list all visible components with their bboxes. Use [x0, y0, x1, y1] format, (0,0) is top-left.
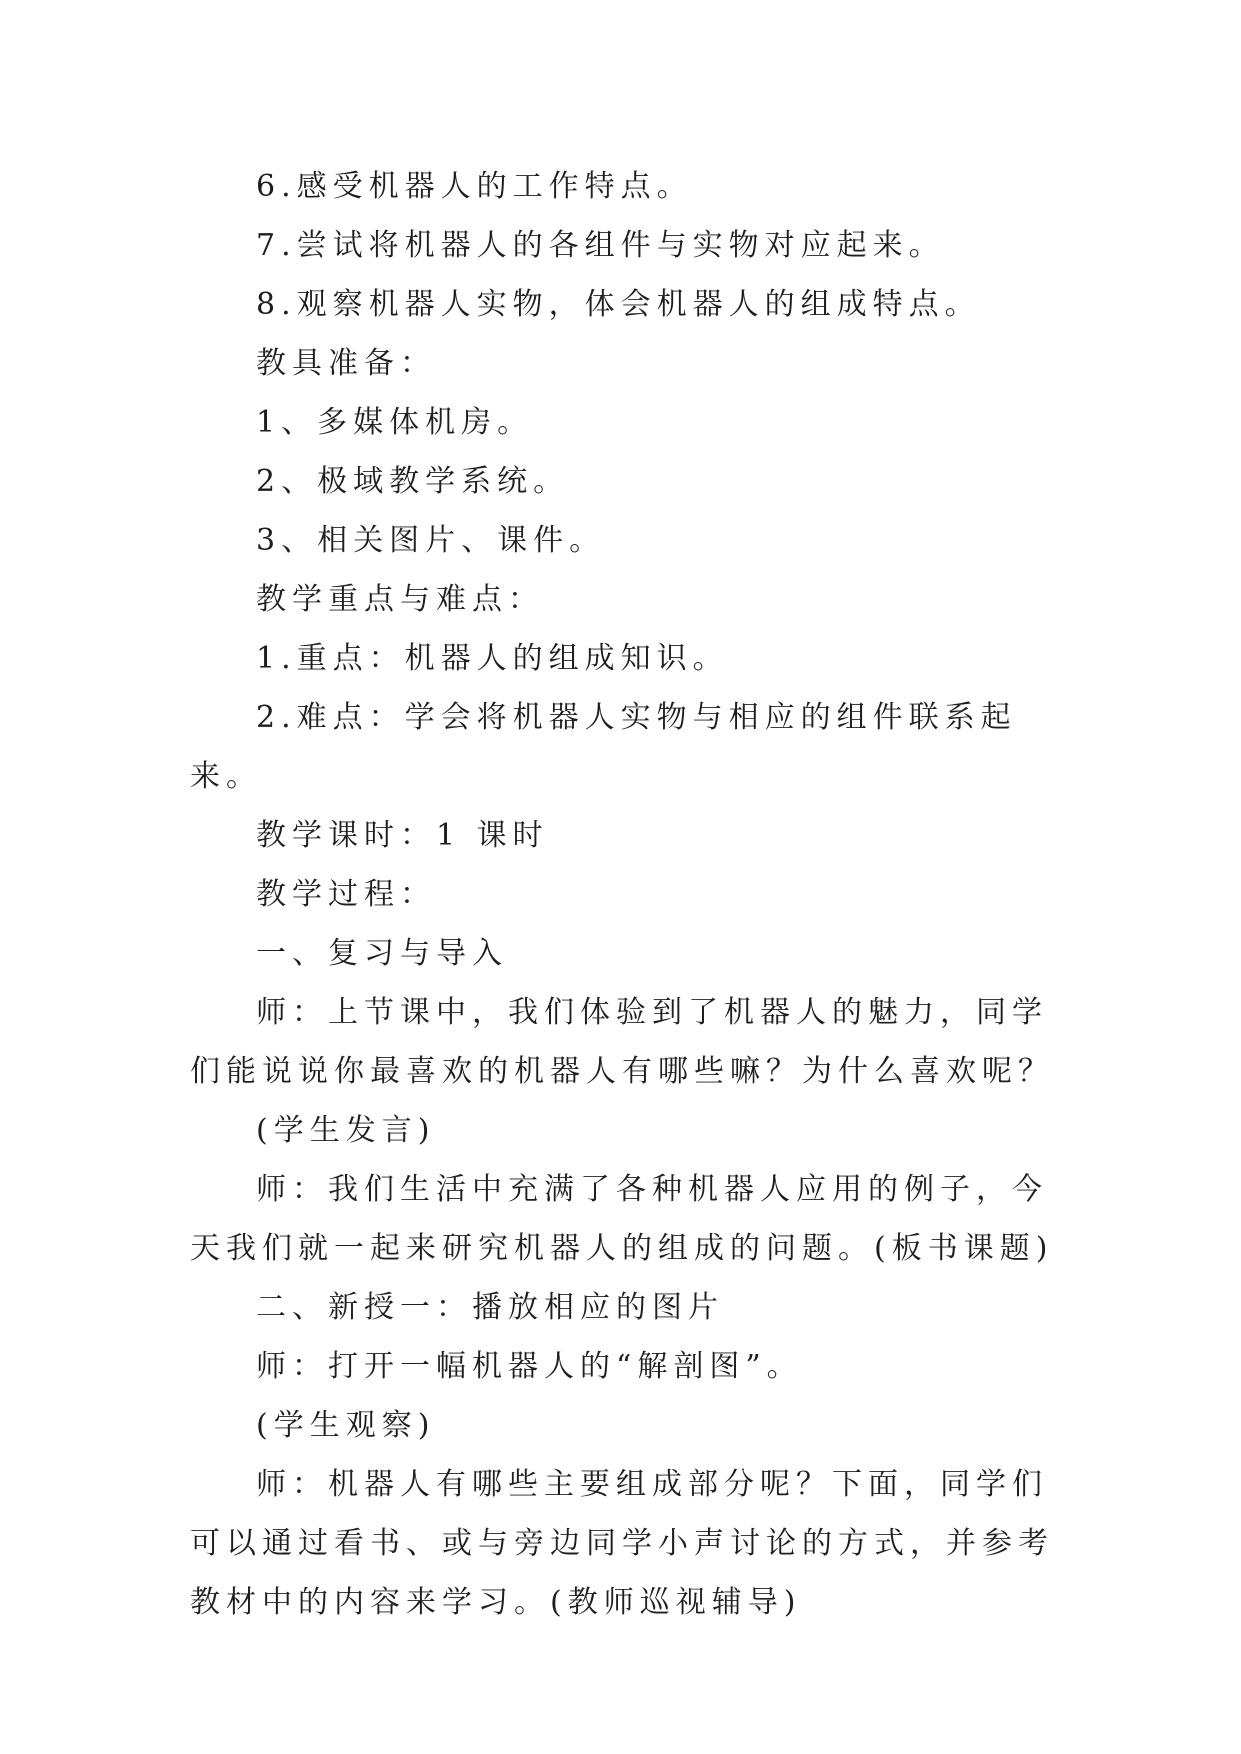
paragraph: 2.难点：学会将机器人实物与相应的组件联系起来。: [190, 700, 1017, 794]
section-heading: 教学过程：: [256, 877, 436, 912]
paragraph: 3、相关图片、课件。: [256, 523, 606, 558]
paragraph: (学生发言): [256, 1113, 436, 1148]
paragraph: 7.尝试将机器人的各组件与实物对应起来。: [256, 228, 945, 263]
section-heading: 教学重点与难点：: [256, 582, 544, 617]
paragraph: 1.重点：机器人的组成知识。: [256, 641, 729, 676]
paragraph: 教学课时：1 课时: [256, 818, 549, 853]
section-heading: 教具准备：: [256, 346, 436, 381]
paragraph: 1、多媒体机房。: [256, 405, 534, 440]
paragraph: 师：我们生活中充满了各种机器人应用的例子，今天我们就一起来研究机器人的组成的问题。(板书课题): [190, 1172, 1054, 1266]
section-heading: 一、复习与导入: [256, 936, 508, 971]
paragraph: 6.感受机器人的工作特点。: [256, 169, 693, 204]
paragraph: 师：机器人有哪些主要组成部分呢？下面，同学们可以通过看书、或与旁边同学小声讨论的方式，并参考教材中的内容来学习。(教师巡视辅导): [190, 1467, 1054, 1620]
section-heading: 二、新授一：播放相应的图片: [256, 1290, 724, 1325]
paragraph: 师：上节课中，我们体验到了机器人的魅力，同学们能说说你最喜欢的机器人有哪些嘛？为什么喜欢呢？: [190, 995, 1054, 1089]
paragraph: 师：打开一幅机器人的“解剖图”。: [256, 1349, 803, 1384]
paragraph: 8.观察机器人实物，体会机器人的组成特点。: [256, 287, 981, 322]
paragraph: 2、极域教学系统。: [256, 464, 570, 499]
document-body: [190, 157, 1058, 1632]
paragraph: (学生观察): [256, 1408, 436, 1443]
